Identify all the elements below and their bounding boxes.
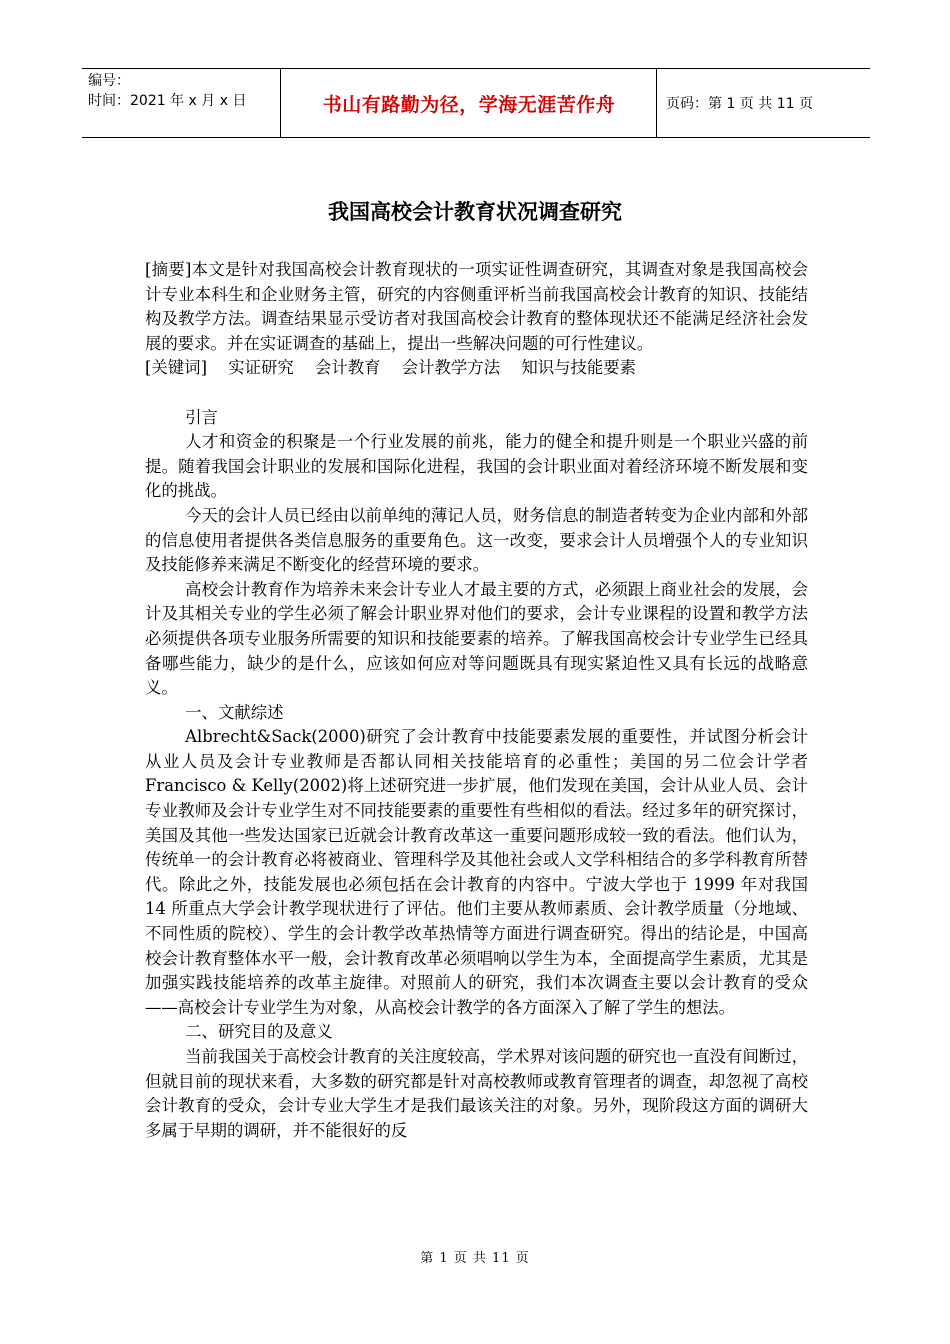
- abstract: [摘要]本文是针对我国高校会计教育现状的一项实证性调查研究，其调查对象是我国高校会计专业本科生和企业财务主管，研究的内容侧重评析当前我国高校会计教育的知识、技能结构及教学方法。调查结果显示受访者对我国高校会计教育的整体现状还不能满足经济社会发展的要求。并在实证调查的基础上，提出一些解决问题的可行性建议。: [145, 260, 808, 353]
- paragraph: Albrecht&Sack(2000)研究了会计教育中技能要素发展的重要性，并试图分析会计从业人员及会计专业教师是否都认同相关技能培育的必重性；美国的另二位会计学者 Francisco & Kelly(2002)将上述研究进一步扩展，他们发现在美国，会计从业人员、会计专业教师及会计专业学生对不同技能要素的重要性有些相似的看法。经过多年的研究探讨，美国及其他一些发达国家已近就会计教育改革这一重要问题形成较一致的看法。他们认为，传统单一的会计教育必将被商业、管理科学及其他社会或人文学科相结合的多学科教育所替代。除此之外，技能发展也必须包括在会计教育的内容中。宁波大学也于 1999 年对我国 14 所重点大学会计教学现状进行了评估。他们主要从教师素质、会计教学质量（分地域、不同性质的院校）、学生的会计教学改革热情等方面进行调查研究。得出的结论是，中国高校会计教育整体水平一般，会计教育改革必须唱响以学生为本，全面提高学生素质，尤其是加强实践技能培养的改革主旋律。对照前人的研究，我们本次调查主要以会计教育的受众——高校会计专业学生为对象，从高校会计教学的各方面深入了解了学生的想法。: [145, 727, 808, 1017]
- spacer: [145, 381, 808, 406]
- section-heading: 一、文献综述: [185, 702, 284, 722]
- keyword: 实证研究: [228, 358, 294, 378]
- keywords: [145, 356, 808, 381]
- paragraph: 当前我国关于高校会计教育的关注度较高，学术界对该问题的研究也一直没有间断过，但就目前的现状来看，大多数的研究都是针对高校教师或教育管理者的调查，却忽视了高校会计教育的受众，会计专业大学生才是我们最该关注的对象。另外，现阶段这方面的调研大多属于早期的调研，并不能很好的反: [145, 1047, 809, 1140]
- document-header: [82, 68, 870, 138]
- paragraph: 今天的会计人员已经由以前单纯的薄记人员，财务信息的制造者转变为企业内部和外部的信息使用者提供各类信息服务的重要角色。这一改变，要求会计人员增强个人的专业知识及技能修养来满足不断变化的经营环境的要求。: [145, 505, 809, 575]
- header-page-number: 页码：第 1 页 共 11 页: [666, 96, 813, 112]
- paragraph: 人才和资金的积聚是一个行业发展的前兆，能力的健全和提升则是一个职业兴盛的前提。随着我国会计职业的发展和国际化进程，我国的会计职业面对着经济环境不断发展和变化的挑战。: [145, 432, 808, 501]
- keyword: 知识与技能要素: [521, 358, 637, 378]
- paragraph: 高校会计教育作为培养未来会计专业人才最主要的方式，必须跟上商业社会的发展，会计及其相关专业的学生必须了解会计职业界对他们的要求，会计专业课程的设置和教学方法必须提供各项专业服务所需要的知识和技能要素的培养。了解我国高校会计专业学生已经具备哪些能力，缺少的是什么，应该如何应对等问题既具有现实紧迫性又具有长远的战略意义。: [145, 579, 809, 698]
- header-meta: [88, 71, 278, 111]
- keyword: 会计教学方法: [401, 358, 501, 378]
- document-body: [145, 258, 808, 1143]
- keywords-label: [关键词]: [145, 358, 207, 378]
- header-number: 编号：: [88, 73, 130, 89]
- header-divider: [656, 69, 657, 137]
- header-time: 时间：2021 年 x 月 x 日: [88, 93, 247, 109]
- section-heading: 引言: [185, 407, 218, 427]
- section-heading: 二、研究目的及意义: [185, 1022, 333, 1042]
- document-title: 我国高校会计教育状况调查研究: [328, 200, 622, 224]
- header-divider: [280, 69, 281, 137]
- keyword: 会计教育: [314, 358, 381, 378]
- header-motto: 书山有路勤为径，学海无涯苦作舟: [322, 93, 616, 116]
- page-footer: 第 1 页 共 11 页: [420, 1251, 530, 1266]
